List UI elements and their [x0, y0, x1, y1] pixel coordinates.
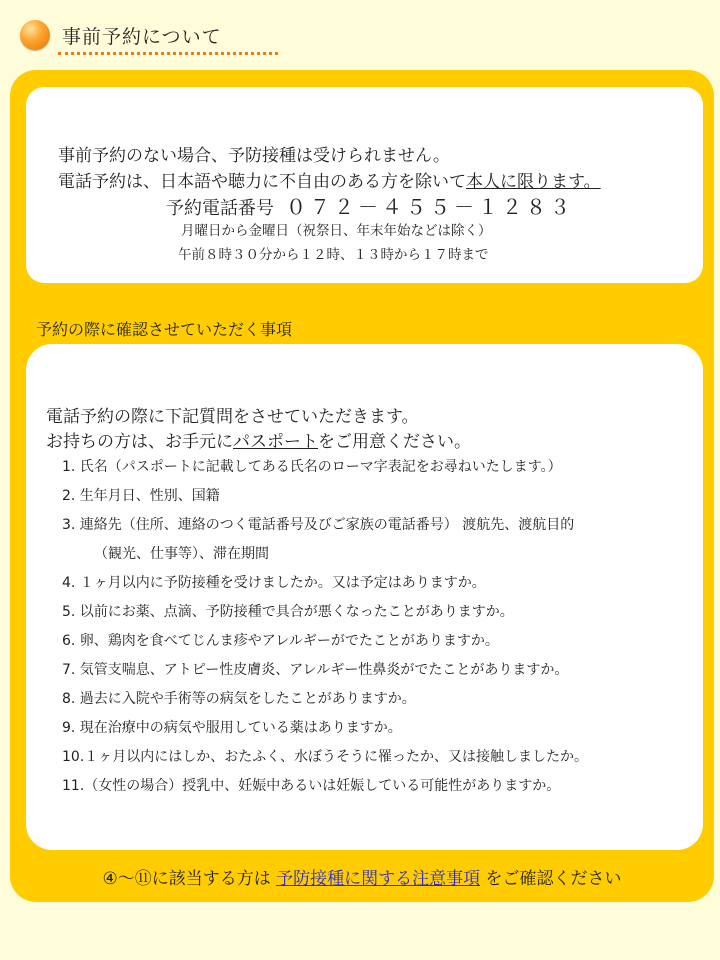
list-item-text: 3. 連絡先（住所、連絡のつく電話番号及びご家族の電話番号） 渡航先、渡航目的 — [62, 517, 575, 533]
phone-line — [166, 191, 574, 220]
footer-note-prefix: ④～⑪に該当する方は — [102, 869, 277, 889]
confirm-intro-2-suffix: をご用意ください。 — [318, 432, 471, 452]
notice-line-1: 事前予約のない場合、予防接種は受けられません。 — [58, 146, 451, 166]
list-item-text: 1. 氏名（パスポートに記載してある氏名のローマ字表記をお尋ねいたします。） — [62, 459, 562, 475]
reservation-panel — [10, 70, 714, 902]
question-list — [62, 457, 588, 805]
list-item — [62, 486, 588, 515]
list-item — [62, 660, 588, 689]
list-item — [62, 718, 588, 747]
dotted-divider — [58, 52, 278, 55]
notice-line-2 — [58, 167, 601, 192]
orange-bullet-icon — [20, 20, 50, 50]
list-item-text: 2. 生年月日、性別、国籍 — [62, 488, 220, 504]
list-item-text: 10.１ヶ月以内にはしか、おたふく、水ぼうそうに罹ったか、又は接触しましたか。 — [62, 749, 588, 765]
reservation-notice-box — [26, 87, 703, 283]
notice-line-2-text: 電話予約は、日本語や聴力に不自由のある方を除いて — [58, 172, 466, 192]
confirm-intro-2-prefix: お持ちの方は、お手元に — [46, 432, 233, 452]
footer-note — [10, 864, 714, 889]
list-item-text: 7. 気管支喘息、アトピー性皮膚炎、アレルギー性鼻炎がでたことがありますか。 — [62, 662, 569, 678]
list-item-text: 9. 現在治療中の病気や服用している薬はありますか。 — [62, 720, 402, 736]
list-item — [62, 573, 588, 602]
confirm-items-box — [26, 344, 703, 850]
list-item-text: 8. 過去に入院や手術等の病気をしたことがありますか。 — [62, 691, 416, 707]
list-item — [62, 457, 588, 486]
list-item — [62, 515, 588, 573]
list-item-text: 6. 卵、鶏肉を食べてじんま疹やアレルギーがでたことがありますか。 — [62, 633, 499, 649]
business-hours: 午前８時３０分から１２時、１３時から１７時まで — [178, 247, 489, 263]
list-item — [62, 776, 588, 805]
footer-note-suffix: をご確認ください — [480, 869, 622, 889]
notice-emphasis: 本人に限ります。 — [466, 172, 601, 192]
precautions-link[interactable]: 予防接種に関する注意事項 — [276, 869, 481, 889]
confirm-intro-2 — [46, 427, 471, 452]
phone-label: 予約電話番号 — [166, 198, 274, 219]
list-item-text: 11.（女性の場合）授乳中、妊娠中あるいは妊娠している可能性がありますか。 — [62, 778, 561, 794]
section-title: 事前予約について — [62, 26, 222, 48]
list-item — [62, 747, 588, 776]
list-item-continuation: （観光、仕事等）、滞在期間 — [94, 546, 269, 562]
confirm-intro-1: 電話予約の際に下記質問をさせていただきます。 — [46, 407, 419, 427]
list-item-text: 5. 以前にお薬、点滴、予防接種で具合が悪くなったことがありますか。 — [62, 604, 514, 620]
passport-text: パスポート — [233, 432, 318, 452]
list-item — [62, 689, 588, 718]
list-item-text: 4. １ヶ月以内に予防接種を受けましたか。又は予定はありますか。 — [62, 575, 486, 591]
phone-number: ０７２－４５５－１２８３ — [286, 195, 574, 219]
section-header — [20, 18, 280, 58]
business-days: 月曜日から金曜日（祝祭日、年末年始などは除く） — [181, 223, 492, 239]
list-item — [62, 602, 588, 631]
list-item — [62, 631, 588, 660]
confirm-heading: 予約の際に確認させていただく事項 — [36, 320, 293, 339]
